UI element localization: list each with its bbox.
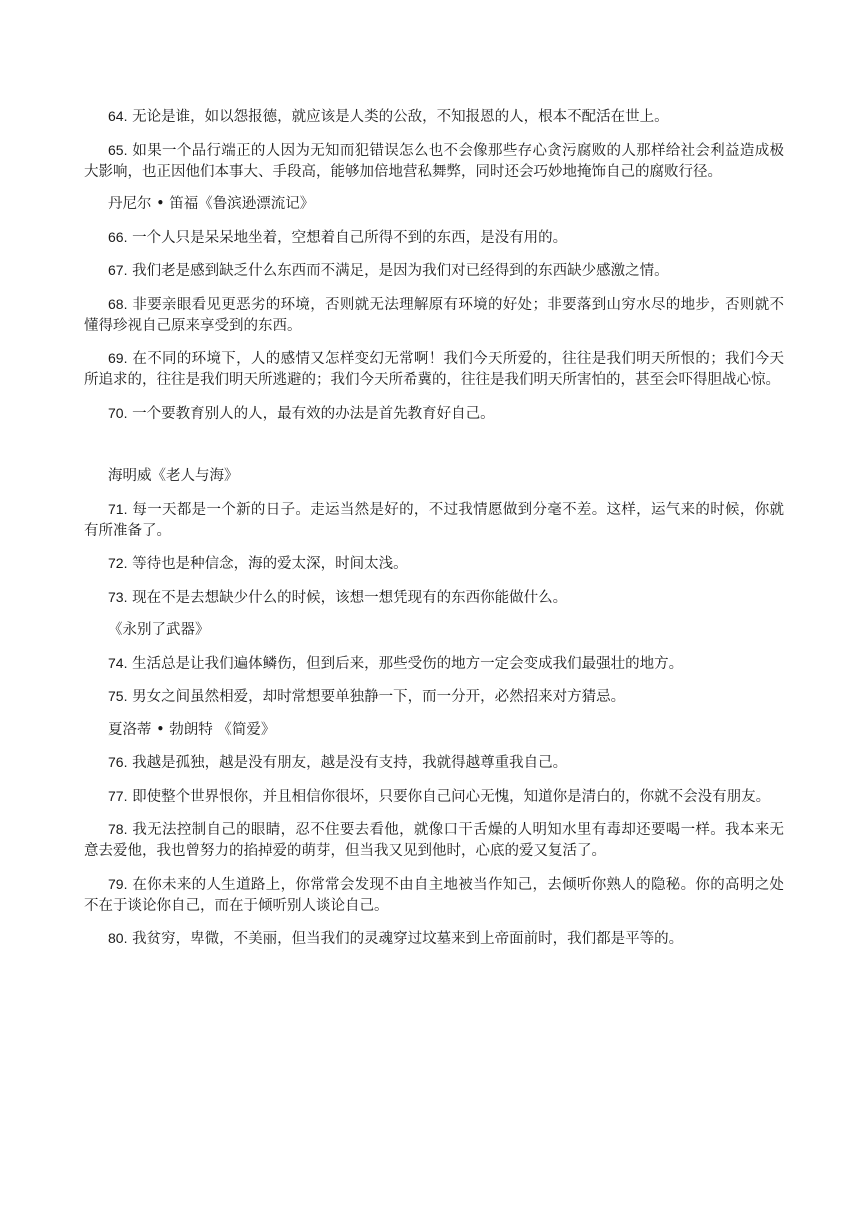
quote-paragraph xyxy=(84,819,784,862)
quote-text: 我越是孤独，越是没有朋友，越是没有支持，我就得越尊重我自己。 xyxy=(132,755,568,771)
quote-paragraph xyxy=(84,587,784,609)
quote-text: 即使整个世界恨你，并且相信你很坏，只要你自己问心无愧，知道你是清白的，你就不会没有朋友。 xyxy=(132,788,771,805)
quote-text: 我无法控制自己的眼睛，忍不住要去看他，就像口干舌燥的人明知水里有毒却还要喝一样。我本来无意去爱他，我也曾努力的掐掉爱的萌芽，但当我又见到他时，心底的爱又复活了。 xyxy=(84,822,785,859)
quote-number: 71. xyxy=(108,500,128,517)
document-body xyxy=(84,106,784,962)
quote-text: 如果一个品行端正的人因为无知而犯错误怎么也不会像那些存心贪污腐败的人那样给社会利益造成极大影响，也正因他们本事大、手段高，能够加倍地营私舞弊，同时还会巧妙地掩饰自己的腐败行径。 xyxy=(84,142,785,180)
quote-paragraph xyxy=(84,686,784,708)
quote-paragraph xyxy=(84,752,784,774)
quote-paragraph xyxy=(84,653,784,675)
quote-number: 67. xyxy=(108,262,128,278)
quote-number: 75. xyxy=(108,688,128,704)
quote-number: 70. xyxy=(108,404,128,421)
quote-text: 每一天都是一个新的日子。走运当然是好的，不过我情愿做到分毫不差。这样，运气来的时候，你就有所准备了。 xyxy=(84,501,785,539)
quote-number: 69. xyxy=(108,350,128,366)
blank-spacer xyxy=(84,436,784,466)
quote-text: 男女之间虽然相爱，却时常想要单独静一下，而一分开，必然招来对方猜忌。 xyxy=(132,689,626,705)
quote-number: 66. xyxy=(108,228,128,245)
quote-text: 我们老是感到缺乏什么东西而不满足，是因为我们对已经得到的东西缺少感激之情。 xyxy=(132,263,669,279)
section-heading: 海明威《老人与海》 xyxy=(108,468,239,484)
quote-paragraph xyxy=(84,227,784,249)
quote-number: 74. xyxy=(108,654,128,671)
quote-number: 64. xyxy=(108,108,128,124)
quote-number: 80. xyxy=(108,930,128,946)
quote-number: 78. xyxy=(108,821,128,837)
quote-text: 一个人只是呆呆地坐着，空想着自己所得不到的东西，是没有用的。 xyxy=(132,229,568,246)
quote-number: 65. xyxy=(108,141,128,158)
quote-paragraph xyxy=(84,874,784,917)
quote-text: 在不同的环境下，人的感情又怎样变幻无常啊！我们今天所爱的，往往是我们明天所恨的；我们今天所追求的，往往是我们明天所逃避的；我们今天所希冀的，往往是我们明天所害怕的，甚至会吓得胆战心惊。 xyxy=(84,351,785,388)
section-heading: 夏洛蒂 • 勃朗特 《简爱》 xyxy=(108,721,276,738)
quote-number: 72. xyxy=(108,555,128,571)
quote-paragraph xyxy=(84,928,784,950)
quote-number: 76. xyxy=(108,754,128,770)
quote-text: 在你未来的人生道路上，你常常会发现不由自主地被当作知己，去倾听你熟人的隐秘。你的高明之处不在于谈论你自己，而在于倾听别人谈论自己。 xyxy=(84,876,785,914)
quote-number: 77. xyxy=(108,787,128,804)
quote-paragraph xyxy=(84,294,784,337)
quote-text: 生活总是让我们遍体鳞伤，但到后来，那些受伤的地方一定会变成我们最强壮的地方。 xyxy=(132,655,684,672)
quote-text: 非要亲眼看见更恶劣的环境，否则就无法理解原有环境的好处；非要落到山穷水尽的地步，否则就不懂得珍视自己原来享受到的东西。 xyxy=(84,296,785,334)
quote-paragraph xyxy=(84,403,784,425)
quote-number: 79. xyxy=(108,875,128,892)
quote-paragraph xyxy=(84,786,784,808)
quote-paragraph xyxy=(84,106,784,128)
quote-paragraph xyxy=(84,348,784,391)
quote-paragraph xyxy=(84,260,784,282)
quote-text: 我贫穷，卑微，不美丽，但当我们的灵魂穿过坟墓来到上帝面前时，我们都是平等的。 xyxy=(132,931,684,947)
quote-text: 一个要教育别人的人，最有效的办法是首先教育好自己。 xyxy=(132,405,495,422)
quote-number: 73. xyxy=(108,588,128,605)
section-heading: 《永别了武器》 xyxy=(108,622,210,638)
quote-text: 现在不是去想缺少什么的时候，该想一想凭现有的东西你能做什么。 xyxy=(132,589,568,606)
quote-paragraph xyxy=(84,499,784,542)
quote-paragraph xyxy=(84,553,784,575)
quote-number: 68. xyxy=(108,295,128,312)
quote-text: 等待也是种信念，海的爱太深，时间太浅。 xyxy=(132,556,408,572)
quote-text: 无论是谁，如以怨报德，就应该是人类的公敌，不知报恩的人，根本不配活在世上。 xyxy=(132,109,669,125)
quote-paragraph xyxy=(84,140,784,183)
section-heading: 丹尼尔 • 笛福《鲁滨逊漂流记》 xyxy=(108,196,315,212)
